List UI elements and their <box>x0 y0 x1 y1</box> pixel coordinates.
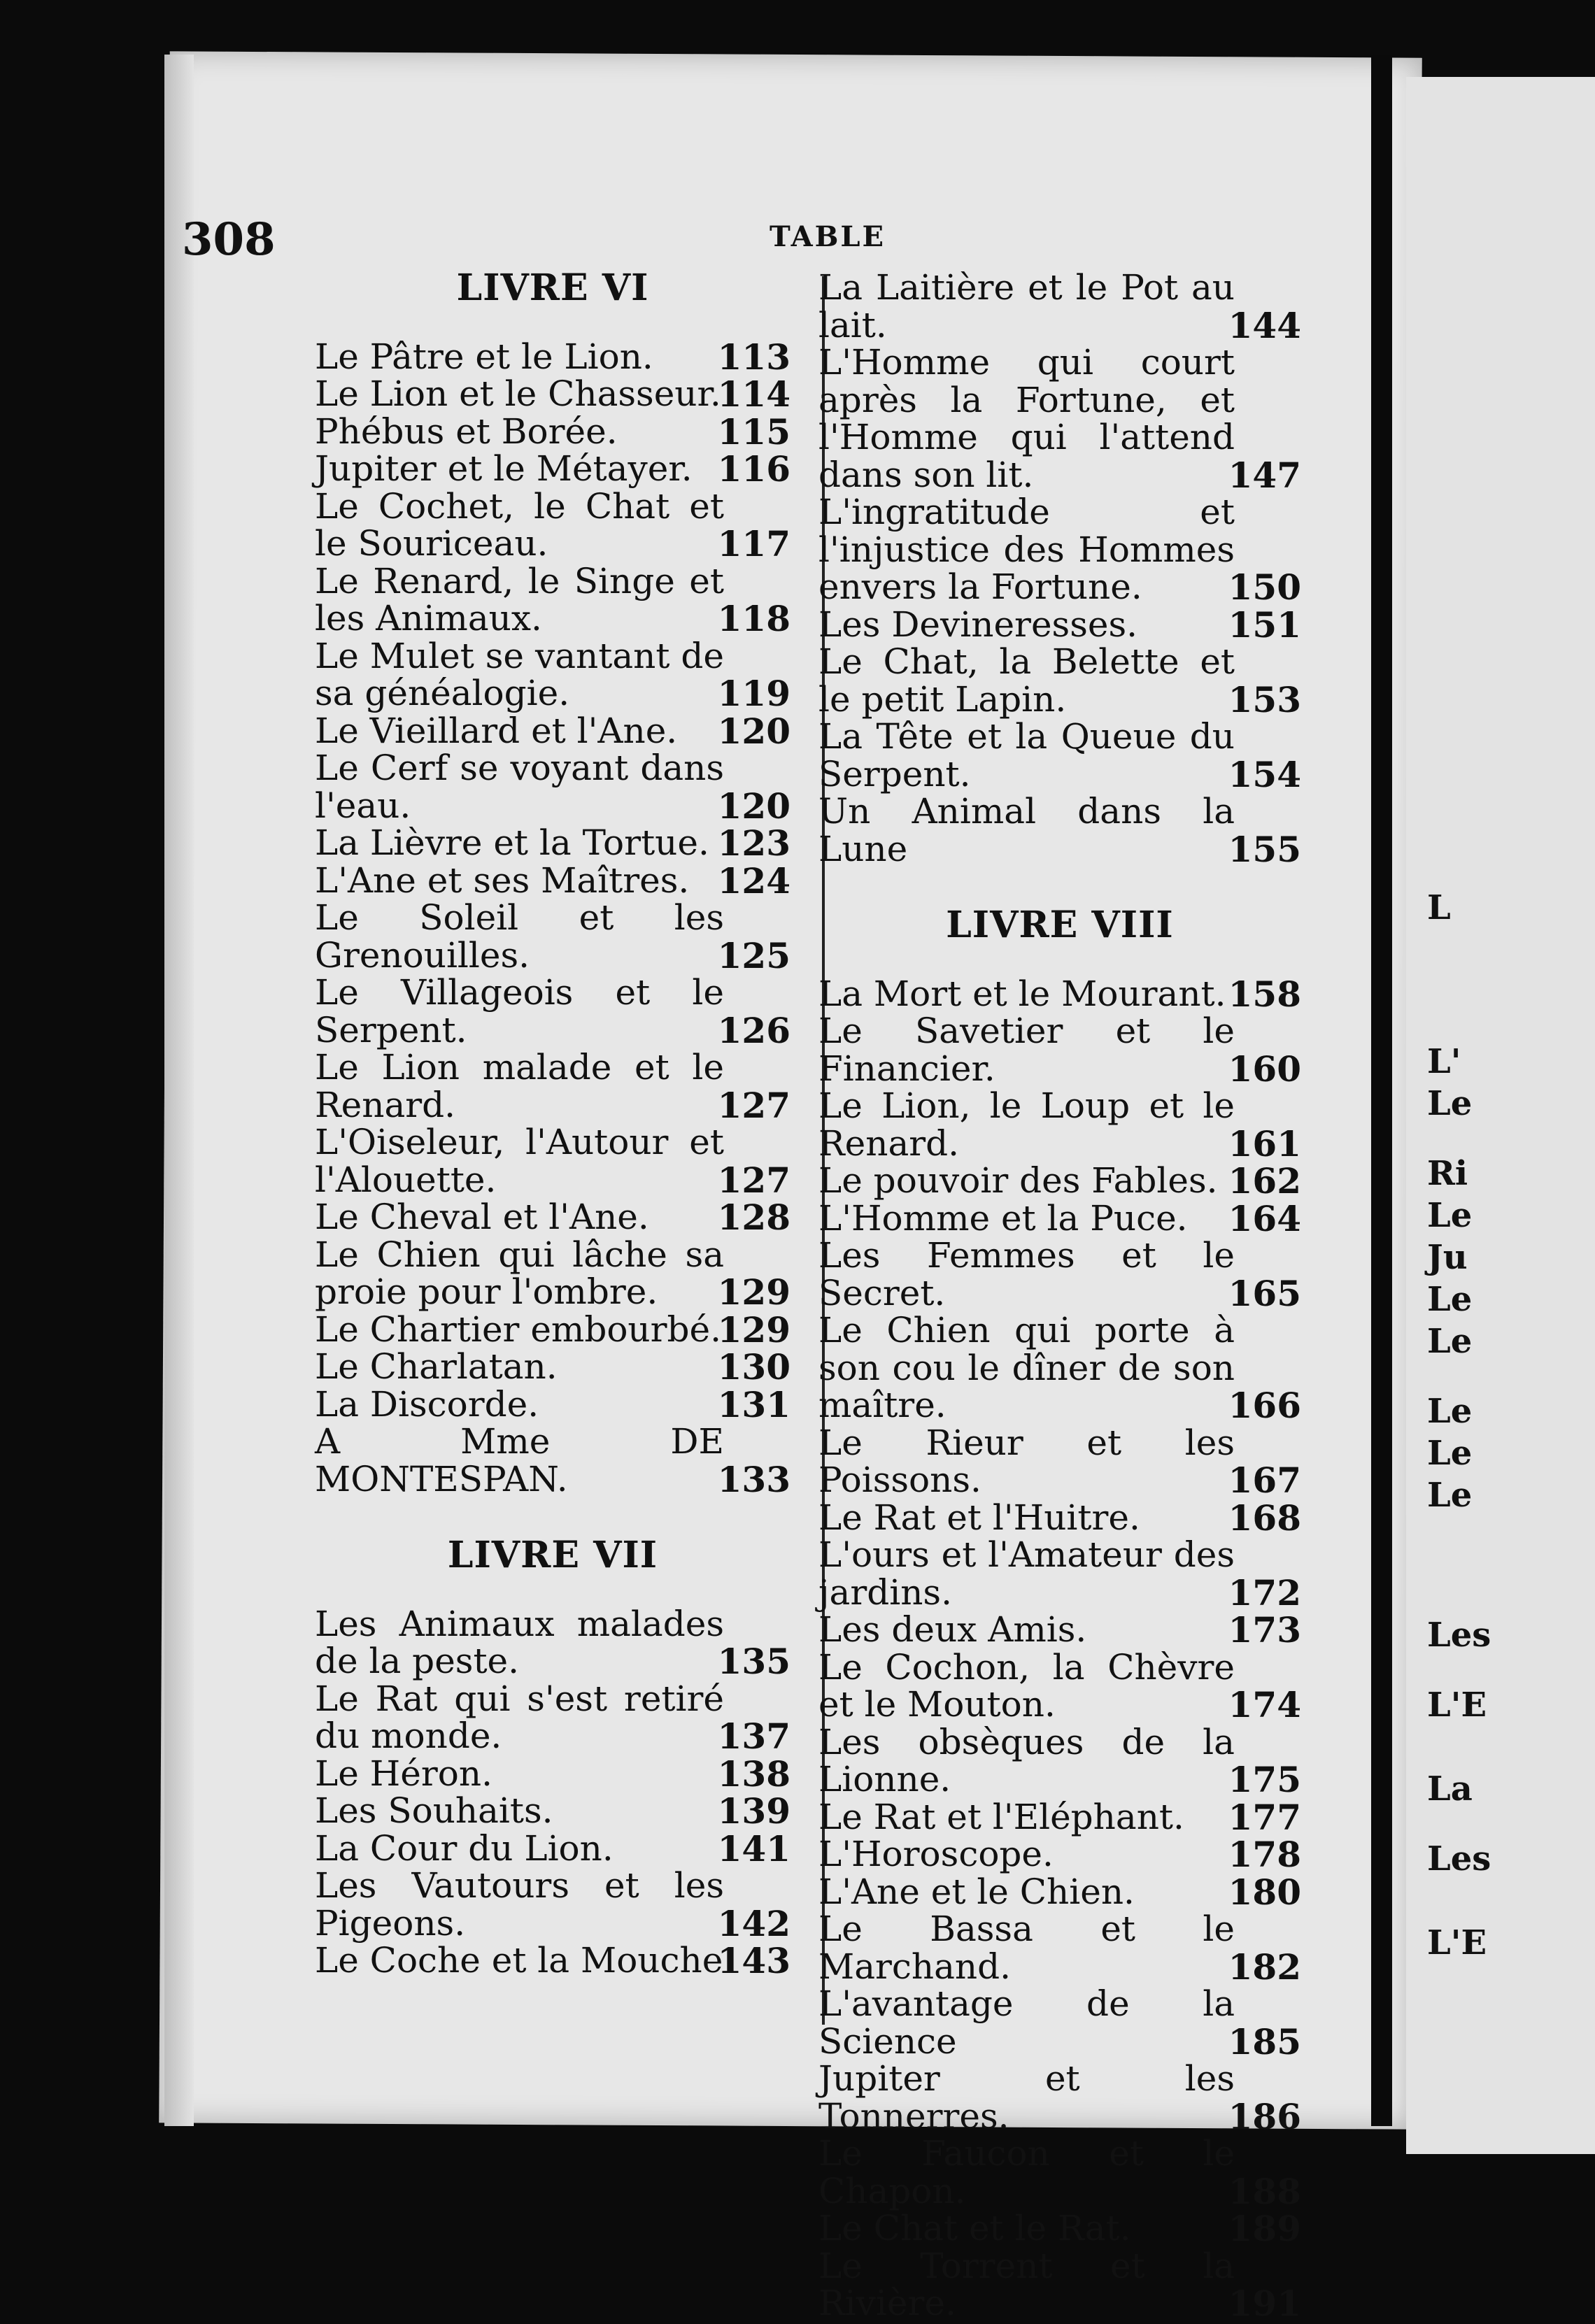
next-page-fragment: Ju <box>1427 1238 1468 1277</box>
toc-entry <box>818 973 1301 1015</box>
toc-entry-page: 185 <box>1228 2020 1301 2062</box>
toc-entry <box>315 1678 791 1757</box>
toc-entry <box>315 413 791 451</box>
toc-entry <box>315 1311 791 1349</box>
next-page-fragment: L' <box>1427 1042 1461 1081</box>
toc-entry <box>818 1534 1301 1613</box>
toc-entry-title: Le Soleil et les Grenouilles. <box>315 897 724 976</box>
toc-entry-page: 127 <box>717 1084 791 1126</box>
next-page-fragment: Le <box>1427 1196 1473 1235</box>
toc-entry <box>818 344 1301 494</box>
toc-list-livre-viii <box>818 973 1301 2324</box>
toc-entry-title: Les deux Amis. <box>818 1609 1087 1650</box>
toc-entry-title: Le Cochon, la Chèvre et le Mouton. <box>818 1646 1235 1725</box>
next-page-fragment: Le <box>1427 1280 1473 1319</box>
toc-entry <box>818 643 1301 718</box>
toc-entry-title: Le Chartier embourbé. <box>315 1309 722 1350</box>
next-page-fragment: Le <box>1427 1084 1473 1123</box>
toc-entry-title: Jupiter et le Métayer. <box>315 448 693 489</box>
next-page-fragment: L'E <box>1427 1923 1487 1962</box>
running-title: TABLE <box>770 220 886 253</box>
toc-entry-page: 160 <box>1228 1048 1301 1090</box>
toc-entry-page: 129 <box>717 1271 791 1313</box>
page-edge <box>164 55 194 2126</box>
toc-entry-page: 131 <box>717 1383 791 1425</box>
toc-entry-page: 155 <box>1228 828 1301 870</box>
page-number: 308 <box>182 213 276 266</box>
toc-entry <box>818 2245 1301 2324</box>
toc-entry <box>315 750 791 825</box>
toc-entry-page: 143 <box>717 1940 791 1981</box>
toc-entry-title: Le Cochet, le Chat et le Souriceau. <box>315 485 724 564</box>
toc-entry <box>315 560 791 639</box>
toc-entry-page: 144 <box>1228 304 1301 346</box>
toc-entry <box>315 1423 791 1498</box>
toc-entry-title: Le Héron. <box>315 1753 492 1794</box>
toc-entry <box>315 1603 791 1682</box>
toc-entry <box>818 2210 1301 2248</box>
toc-entry <box>818 793 1301 868</box>
toc-entry-page: 154 <box>1228 753 1301 795</box>
toc-entry-title: Le Cheval et l'Ane. <box>315 1197 649 1237</box>
toc-entry-title: Le Pâtre et le Lion. <box>315 336 653 377</box>
toc-entry-title: A Mme DE MONTESPAN. <box>315 1421 724 1499</box>
toc-entry <box>818 1611 1301 1649</box>
toc-entry <box>818 606 1301 644</box>
toc-entry <box>315 822 791 864</box>
toc-entry <box>315 635 791 714</box>
toc-entry <box>315 1755 791 1793</box>
toc-entry <box>818 1162 1301 1200</box>
toc-entry-page: 166 <box>1228 1385 1301 1426</box>
toc-entry-page: 135 <box>717 1641 791 1682</box>
section-title-livre-viii: LIVRE VIII <box>946 904 1174 946</box>
toc-entry-page: 126 <box>717 1009 791 1051</box>
toc-entry-title: Les obsèques de la Lionne. <box>818 1721 1235 1799</box>
toc-entry <box>818 2060 1301 2135</box>
toc-entry-title: Le Renard, le Singe et les Animaux. <box>315 560 724 639</box>
toc-entry-page: 164 <box>1228 1197 1301 1239</box>
toc-entry <box>818 1836 1301 1874</box>
toc-entry-page: 153 <box>1228 678 1301 720</box>
toc-entry <box>818 1085 1301 1164</box>
toc-entry <box>818 269 1301 344</box>
toc-entry-title: L'ours et l'Amateur des jardins. <box>818 1534 1235 1613</box>
toc-entry-page: 178 <box>1228 1834 1301 1875</box>
toc-entry-page: 165 <box>1228 1272 1301 1314</box>
toc-entry-page: 124 <box>717 860 791 901</box>
toc-entry-title: Les Animaux malades de la peste. <box>315 1603 724 1681</box>
toc-entry-title: Le Coche et la Mouche <box>315 1940 723 1981</box>
next-page-fragment: Le <box>1427 1476 1473 1515</box>
toc-entry-page: 118 <box>717 598 791 639</box>
toc-list-livre-vii-continued <box>818 269 1301 868</box>
toc-entry-title: Le Vieillard et l'Ane. <box>315 710 678 751</box>
toc-entry-page: 123 <box>717 822 791 864</box>
toc-entry-page: 150 <box>1228 566 1301 608</box>
toc-entry <box>818 1237 1301 1312</box>
toc-entry-title: Le Chat, la Belette et le petit Lapin. <box>818 641 1235 720</box>
toc-entry-title: Phébus et Borée. <box>315 411 618 452</box>
toc-entry-title: Le Bassa et le Marchand. <box>818 1909 1235 1987</box>
toc-entry-page: 147 <box>1228 454 1301 496</box>
toc-entry-title: Le Savetier et le Financier. <box>818 1011 1235 1089</box>
toc-entry-page: 133 <box>717 1458 791 1500</box>
toc-entry <box>315 974 791 1049</box>
toc-entry-title: Le Rieur et les Poissons. <box>818 1422 1235 1500</box>
toc-entry <box>315 1049 791 1124</box>
toc-entry <box>315 1383 791 1425</box>
toc-entry <box>818 1312 1301 1425</box>
toc-entry-page: 172 <box>1228 1571 1301 1613</box>
toc-entry-title: Le Torrent et la Rivière. <box>818 2245 1235 2323</box>
toc-entry-page: 130 <box>717 1346 791 1388</box>
toc-list-livre-vii <box>315 1603 791 1981</box>
toc-entry-title: Le Villageois et le Serpent. <box>315 972 724 1050</box>
section-title-livre-vi: LIVRE VI <box>456 266 649 309</box>
toc-entry-page: 162 <box>1228 1160 1301 1202</box>
toc-entry-page: 141 <box>717 1827 791 1869</box>
toc-entry-title: La Laitière et le Pot au lait. <box>818 267 1235 345</box>
toc-entry <box>315 338 791 376</box>
toc-entry-page: 161 <box>1228 1122 1301 1164</box>
toc-entry-title: Le Faucon et le Chapon. <box>818 2133 1235 2211</box>
toc-entry <box>818 1422 1301 1501</box>
toc-entry-page: 151 <box>1228 604 1301 646</box>
toc-entry-page: 125 <box>717 934 791 976</box>
next-page-fragment: Le <box>1427 1434 1473 1473</box>
next-page-fragment: L <box>1427 888 1451 927</box>
toc-entry-title: Les Devineresses. <box>818 604 1138 645</box>
toc-entry-title: Le Rat et l'Eléphant. <box>818 1796 1184 1837</box>
toc-entry-title: Le Rat et l'Huitre. <box>818 1497 1140 1538</box>
toc-entry <box>818 1796 1301 1838</box>
toc-entry-title: Les Vautours et les Pigeons. <box>315 1865 724 1944</box>
toc-entry-title: Le Cerf se voyant dans l'eau. <box>315 748 724 826</box>
next-page-fragment: Ri <box>1427 1154 1468 1193</box>
toc-entry-page: 177 <box>1228 1796 1301 1838</box>
next-page-fragment: Le <box>1427 1392 1473 1431</box>
toc-entry <box>315 862 791 900</box>
toc-entry <box>315 485 791 564</box>
toc-entry <box>315 1867 791 1942</box>
toc-entry-title: L'Ane et ses Maîtres. <box>315 860 690 901</box>
toc-entry-page: 129 <box>717 1309 791 1350</box>
toc-entry <box>315 1348 791 1386</box>
toc-entry <box>818 718 1301 793</box>
toc-entry-page: 189 <box>1228 2208 1301 2249</box>
toc-entry <box>818 1646 1301 1725</box>
toc-entry-title: Le Charlatan. <box>315 1346 558 1387</box>
toc-entry-title: L'ingratitude et l'injustice des Hommes envers la Fortune. <box>818 492 1235 607</box>
left-column <box>315 266 791 1981</box>
toc-entry-page: 127 <box>717 1159 791 1201</box>
toc-entry-page: 175 <box>1228 1759 1301 1800</box>
toc-entry-page: 113 <box>717 336 791 378</box>
page-header <box>0 213 1595 266</box>
right-column <box>818 269 1301 2323</box>
toc-entry <box>818 1871 1301 1913</box>
next-page-fragment: La <box>1427 1769 1473 1809</box>
toc-entry <box>315 899 791 974</box>
toc-entry-title: Jupiter et les Tonnerres. <box>818 2058 1235 2137</box>
toc-entry-page: 167 <box>1228 1460 1301 1501</box>
toc-entry-title: L'Oiseleur, l'Autour et l'Alouette. <box>315 1122 724 1200</box>
toc-entry <box>818 2135 1301 2210</box>
toc-entry-page: 120 <box>717 785 791 827</box>
toc-entry <box>315 710 791 752</box>
toc-entry <box>315 1942 791 1980</box>
toc-entry-title: Les Souhaits. <box>315 1790 553 1831</box>
toc-entry-title: L'Homme qui court après la Fortune, et l'Homme qui l'attend dans son lit. <box>818 342 1235 495</box>
toc-entry-page: 115 <box>717 411 791 452</box>
toc-entry <box>315 373 791 415</box>
toc-entry-page: 188 <box>1228 2170 1301 2212</box>
toc-entry-title: La Lièvre et la Tortue. <box>315 822 709 863</box>
toc-entry <box>315 1827 791 1869</box>
toc-entry <box>315 450 791 488</box>
toc-entry-title: Les Femmes et le Secret. <box>818 1235 1235 1313</box>
toc-entry <box>315 1199 791 1236</box>
toc-entry-page: 142 <box>717 1902 791 1944</box>
toc-entry-title: La Mort et le Mourant. <box>818 973 1226 1014</box>
section-title-livre-vii: LIVRE VII <box>447 1534 658 1576</box>
toc-entry <box>315 1124 791 1199</box>
next-page-fragment: Les <box>1427 1616 1491 1655</box>
toc-entry-page: 168 <box>1228 1497 1301 1539</box>
toc-entry-title: L'Ane et le Chien. <box>818 1871 1135 1912</box>
toc-entry <box>818 1911 1301 1986</box>
toc-entry-page: 174 <box>1228 1684 1301 1725</box>
toc-entry-page: 173 <box>1228 1609 1301 1651</box>
toc-entry-page: 138 <box>717 1753 791 1795</box>
toc-entry-page: 120 <box>717 710 791 752</box>
toc-entry-page: 191 <box>1228 2283 1301 2324</box>
toc-entry-title: Le Chien qui porte à son cou le dîner de son maître. <box>818 1310 1235 1425</box>
toc-entry-page: 182 <box>1228 1946 1301 1988</box>
toc-entry <box>818 1013 1301 1088</box>
toc-entry-title: Le Chien qui lâche sa proie pour l'ombre. <box>315 1234 724 1312</box>
toc-entry-page: 116 <box>717 448 791 490</box>
toc-entry <box>818 1499 1301 1537</box>
toc-entry-page: 180 <box>1228 1871 1301 1913</box>
toc-entry-title: La Tête et la Queue du Serpent. <box>818 716 1235 794</box>
next-page-fragment: Le <box>1427 1322 1473 1361</box>
toc-entry-title: La Cour du Lion. <box>315 1827 614 1869</box>
toc-entry-page: 128 <box>717 1197 791 1238</box>
toc-entry <box>818 1983 1301 2062</box>
next-page-fragment: L'E <box>1427 1685 1487 1725</box>
toc-entry-page: 137 <box>717 1716 791 1757</box>
toc-entry-title: Le Lion, le Loup et le Renard. <box>818 1085 1235 1164</box>
gutter-shadow <box>1371 55 1392 2126</box>
toc-entry-page: 139 <box>717 1790 791 1832</box>
toc-entry-title: Un Animal dans la Lune <box>818 791 1235 869</box>
toc-entry-title: L'Horoscope. <box>818 1834 1054 1874</box>
toc-entry <box>315 1792 791 1830</box>
next-page-fragment: Les <box>1427 1839 1491 1879</box>
toc-entry-page: 119 <box>717 673 791 714</box>
toc-entry-title: Le Mulet se vantant de sa généalogie. <box>315 635 724 713</box>
toc-entry <box>315 1236 791 1311</box>
toc-entry-page: 114 <box>717 373 791 415</box>
toc-entry-title: Le Lion malade et le Renard. <box>315 1047 724 1125</box>
toc-entry <box>818 1197 1301 1239</box>
toc-list-livre-vi <box>315 338 791 1499</box>
toc-entry-title: Le pouvoir des Fables. <box>818 1160 1218 1201</box>
toc-entry <box>818 1721 1301 1800</box>
next-page <box>1406 77 1595 2154</box>
toc-entry-title: Le Rat qui s'est retiré du monde. <box>315 1678 724 1756</box>
toc-entry-title: L'avantage de la Science <box>818 1983 1235 2062</box>
toc-entry-title: La Discorde. <box>315 1383 539 1425</box>
toc-entry-title: Le Lion et le Chasseur. <box>315 373 721 414</box>
toc-entry <box>818 494 1301 606</box>
toc-entry-page: 186 <box>1228 2095 1301 2137</box>
toc-entry-page: 117 <box>717 523 791 564</box>
toc-entry-title: Le Chat et le Rat. <box>818 2208 1131 2248</box>
toc-entry-page: 158 <box>1228 973 1301 1015</box>
toc-entry-title: L'Homme et la Puce. <box>818 1197 1188 1239</box>
